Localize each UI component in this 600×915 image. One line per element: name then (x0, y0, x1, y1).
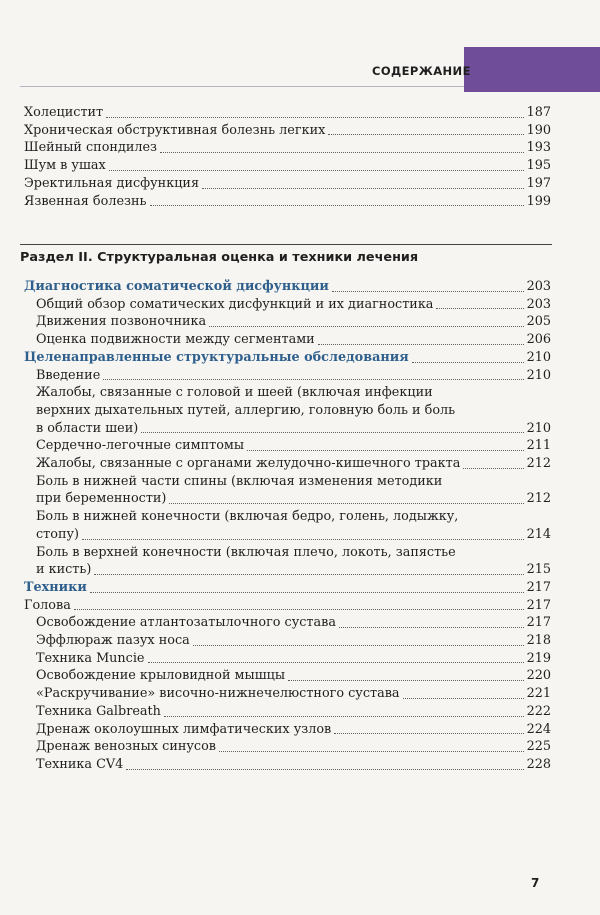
toc-entry-page: 193 (526, 140, 551, 156)
toc-entry-line: верхних дыхательных путей, аллергию, головную боль и боль (36, 402, 456, 418)
toc-previous-section (24, 104, 551, 210)
toc-section-2 (24, 278, 551, 774)
toc-group-techniques[interactable] (24, 579, 551, 597)
dot-leader (209, 326, 523, 327)
toc-entry[interactable] (24, 756, 551, 774)
toc-entry-page: 228 (526, 756, 551, 772)
toc-entry-title: при беременности) (36, 491, 167, 507)
toc-entry[interactable] (24, 157, 551, 175)
toc-entry[interactable] (24, 420, 551, 438)
toc-entry-title: Техника CV4 (36, 756, 124, 772)
toc-entry-page: 215 (526, 562, 551, 578)
toc-entry-page: 221 (526, 686, 551, 702)
toc-group-examinations[interactable] (24, 349, 551, 367)
toc-entry-line: Боль в нижней части спины (включая изменения методики (36, 473, 443, 489)
dot-leader (339, 627, 524, 628)
toc-entry-page: 210 (526, 420, 551, 436)
toc-entry-title: Хроническая обструктивная болезнь легких (24, 122, 326, 138)
toc-group-diagnostics[interactable] (24, 278, 551, 296)
toc-entry-page: 187 (526, 105, 551, 120)
toc-entry-title: Язвенная болезнь (24, 193, 147, 209)
toc-entry[interactable] (24, 331, 551, 349)
toc-entry-title: Движения позвоночника (36, 314, 207, 330)
toc-entry[interactable] (24, 667, 551, 685)
toc-entry[interactable] (24, 313, 551, 331)
toc-entry-title: Холецистит (24, 105, 104, 120)
toc-entry-page: 217 (526, 597, 551, 613)
header-accent-tab (464, 47, 600, 92)
dot-leader (463, 468, 523, 469)
toc-entry[interactable] (24, 561, 551, 579)
toc-entry-page: 224 (526, 721, 551, 737)
dot-leader (148, 662, 524, 663)
toc-entry-page: 222 (526, 703, 551, 719)
toc-entry-title: Сердечно-легочные симптомы (36, 438, 245, 454)
toc-entry[interactable] (24, 122, 551, 140)
dot-leader (219, 751, 524, 752)
dot-leader (141, 432, 523, 433)
toc-entry-title: Жалобы, связанные с органами желудочно-кишечного тракта (36, 456, 461, 472)
toc-entry-line: Боль в верхней конечности (включая плечо, локоть, запястье (36, 544, 456, 560)
toc-entry[interactable] (24, 104, 551, 122)
toc-entry-title: «Раскручивание» височно-нижнечелюстного сустава (36, 686, 400, 702)
toc-entry-title: Эффлюраж пазух носа (36, 633, 190, 649)
dot-leader (160, 152, 524, 153)
dot-leader (202, 188, 524, 189)
toc-entry-title: Эректильная дисфункция (24, 175, 200, 191)
dot-leader (94, 574, 523, 575)
dot-leader (412, 362, 524, 363)
toc-group-title: Диагностика соматической дисфункции (24, 279, 329, 294)
toc-entry-page: 195 (526, 158, 551, 174)
toc-entry-page: 210 (526, 349, 551, 365)
dot-leader (126, 769, 523, 770)
toc-entry-title: Введение (36, 367, 101, 383)
toc-entry-page: 217 (526, 615, 551, 631)
toc-entry-page: 220 (526, 668, 551, 684)
dot-leader (90, 592, 524, 593)
toc-entry-line: Жалобы, связанные с головой и шеей (включая инфекции (36, 385, 433, 401)
toc-entry-page: 205 (526, 314, 551, 330)
toc-entry-title: Шум в ушах (24, 158, 106, 174)
toc-entry-title: Дренаж околоушных лимфатических узлов (36, 721, 332, 737)
toc-entry[interactable] (24, 437, 551, 455)
dot-leader (318, 344, 524, 345)
dot-leader (332, 291, 524, 292)
toc-entry-title: Техника Muncie (36, 650, 145, 666)
toc-entry-page: 190 (526, 122, 551, 138)
toc-entry[interactable] (24, 367, 551, 385)
toc-entry-page: 212 (526, 456, 551, 472)
toc-entry-title: Оценка подвижности между сегментами (36, 332, 315, 348)
dot-leader (169, 503, 523, 504)
toc-entry[interactable] (24, 685, 551, 703)
dot-leader (334, 733, 523, 734)
toc-entry-page: 197 (526, 175, 551, 191)
dot-leader (164, 716, 524, 717)
toc-entry-page: 225 (526, 739, 551, 755)
header-rule (20, 86, 464, 87)
toc-entry[interactable] (24, 175, 551, 193)
toc-entry-title: Освобождение крыловидной мышцы (36, 668, 286, 684)
dot-leader (106, 117, 523, 118)
dot-leader (436, 308, 523, 309)
dot-leader (403, 698, 524, 699)
dot-leader (193, 645, 524, 646)
toc-entry-title: Освобождение атлантозатылочного сустава (36, 615, 336, 631)
toc-group-title: Целенаправленные структуральные обследования (24, 349, 409, 365)
toc-entry[interactable] (24, 455, 551, 473)
dot-leader (150, 205, 524, 206)
toc-entry-page: 203 (526, 296, 551, 312)
toc-entry-title: и кисть) (36, 562, 92, 578)
toc-entry-title: Дренаж венозных синусов (36, 739, 216, 755)
running-header: СОДЕРЖАНИЕ (372, 64, 471, 78)
toc-entry-page: 206 (526, 332, 551, 348)
dot-leader (109, 170, 524, 171)
toc-entry-title: Шейный спондилез (24, 140, 158, 156)
toc-entry[interactable] (24, 526, 551, 544)
toc-entry[interactable] (24, 614, 551, 632)
toc-entry-title: в области шеи) (36, 420, 139, 436)
dot-leader (103, 379, 523, 380)
dot-leader (74, 609, 524, 610)
toc-entry[interactable] (24, 193, 551, 211)
section-heading: Раздел II. Структуральная оценка и техники лечения (20, 244, 552, 265)
toc-entry-page: 218 (526, 633, 551, 649)
toc-entry[interactable] (24, 296, 551, 314)
toc-entry[interactable] (24, 703, 551, 721)
toc-entry[interactable] (24, 721, 551, 739)
toc-entry-page: 212 (526, 491, 551, 507)
toc-entry-title: стопу) (36, 526, 80, 542)
toc-entry[interactable] (24, 650, 551, 668)
toc-entry-page: 211 (526, 438, 551, 454)
toc-group-title: Техники (24, 579, 87, 595)
toc-entry-page: 217 (526, 579, 551, 595)
toc-entry-page: 210 (526, 367, 551, 383)
toc-entry-page: 219 (526, 650, 551, 666)
dot-leader (288, 680, 524, 681)
page-number: 7 (531, 876, 540, 890)
toc-entry-title: Техника Galbreath (36, 703, 161, 719)
toc-entry[interactable] (24, 738, 551, 756)
toc-subgroup-head[interactable] (24, 597, 551, 615)
toc-entry-line: Боль в нижней конечности (включая бедро, голень, лодыжку, (36, 509, 459, 525)
toc-entry[interactable] (24, 139, 551, 157)
toc-entry-title: Голова (24, 597, 71, 613)
dot-leader (247, 450, 524, 451)
toc-entry-page: 203 (526, 279, 551, 294)
toc-entry-page: 199 (526, 193, 551, 209)
toc-entry[interactable] (24, 490, 551, 508)
dot-leader (82, 539, 524, 540)
toc-entry-title: Общий обзор соматических дисфункций и их диагностика (36, 296, 434, 312)
dot-leader (328, 134, 523, 135)
toc-entry[interactable] (24, 632, 551, 650)
toc-entry-page: 214 (526, 526, 551, 542)
